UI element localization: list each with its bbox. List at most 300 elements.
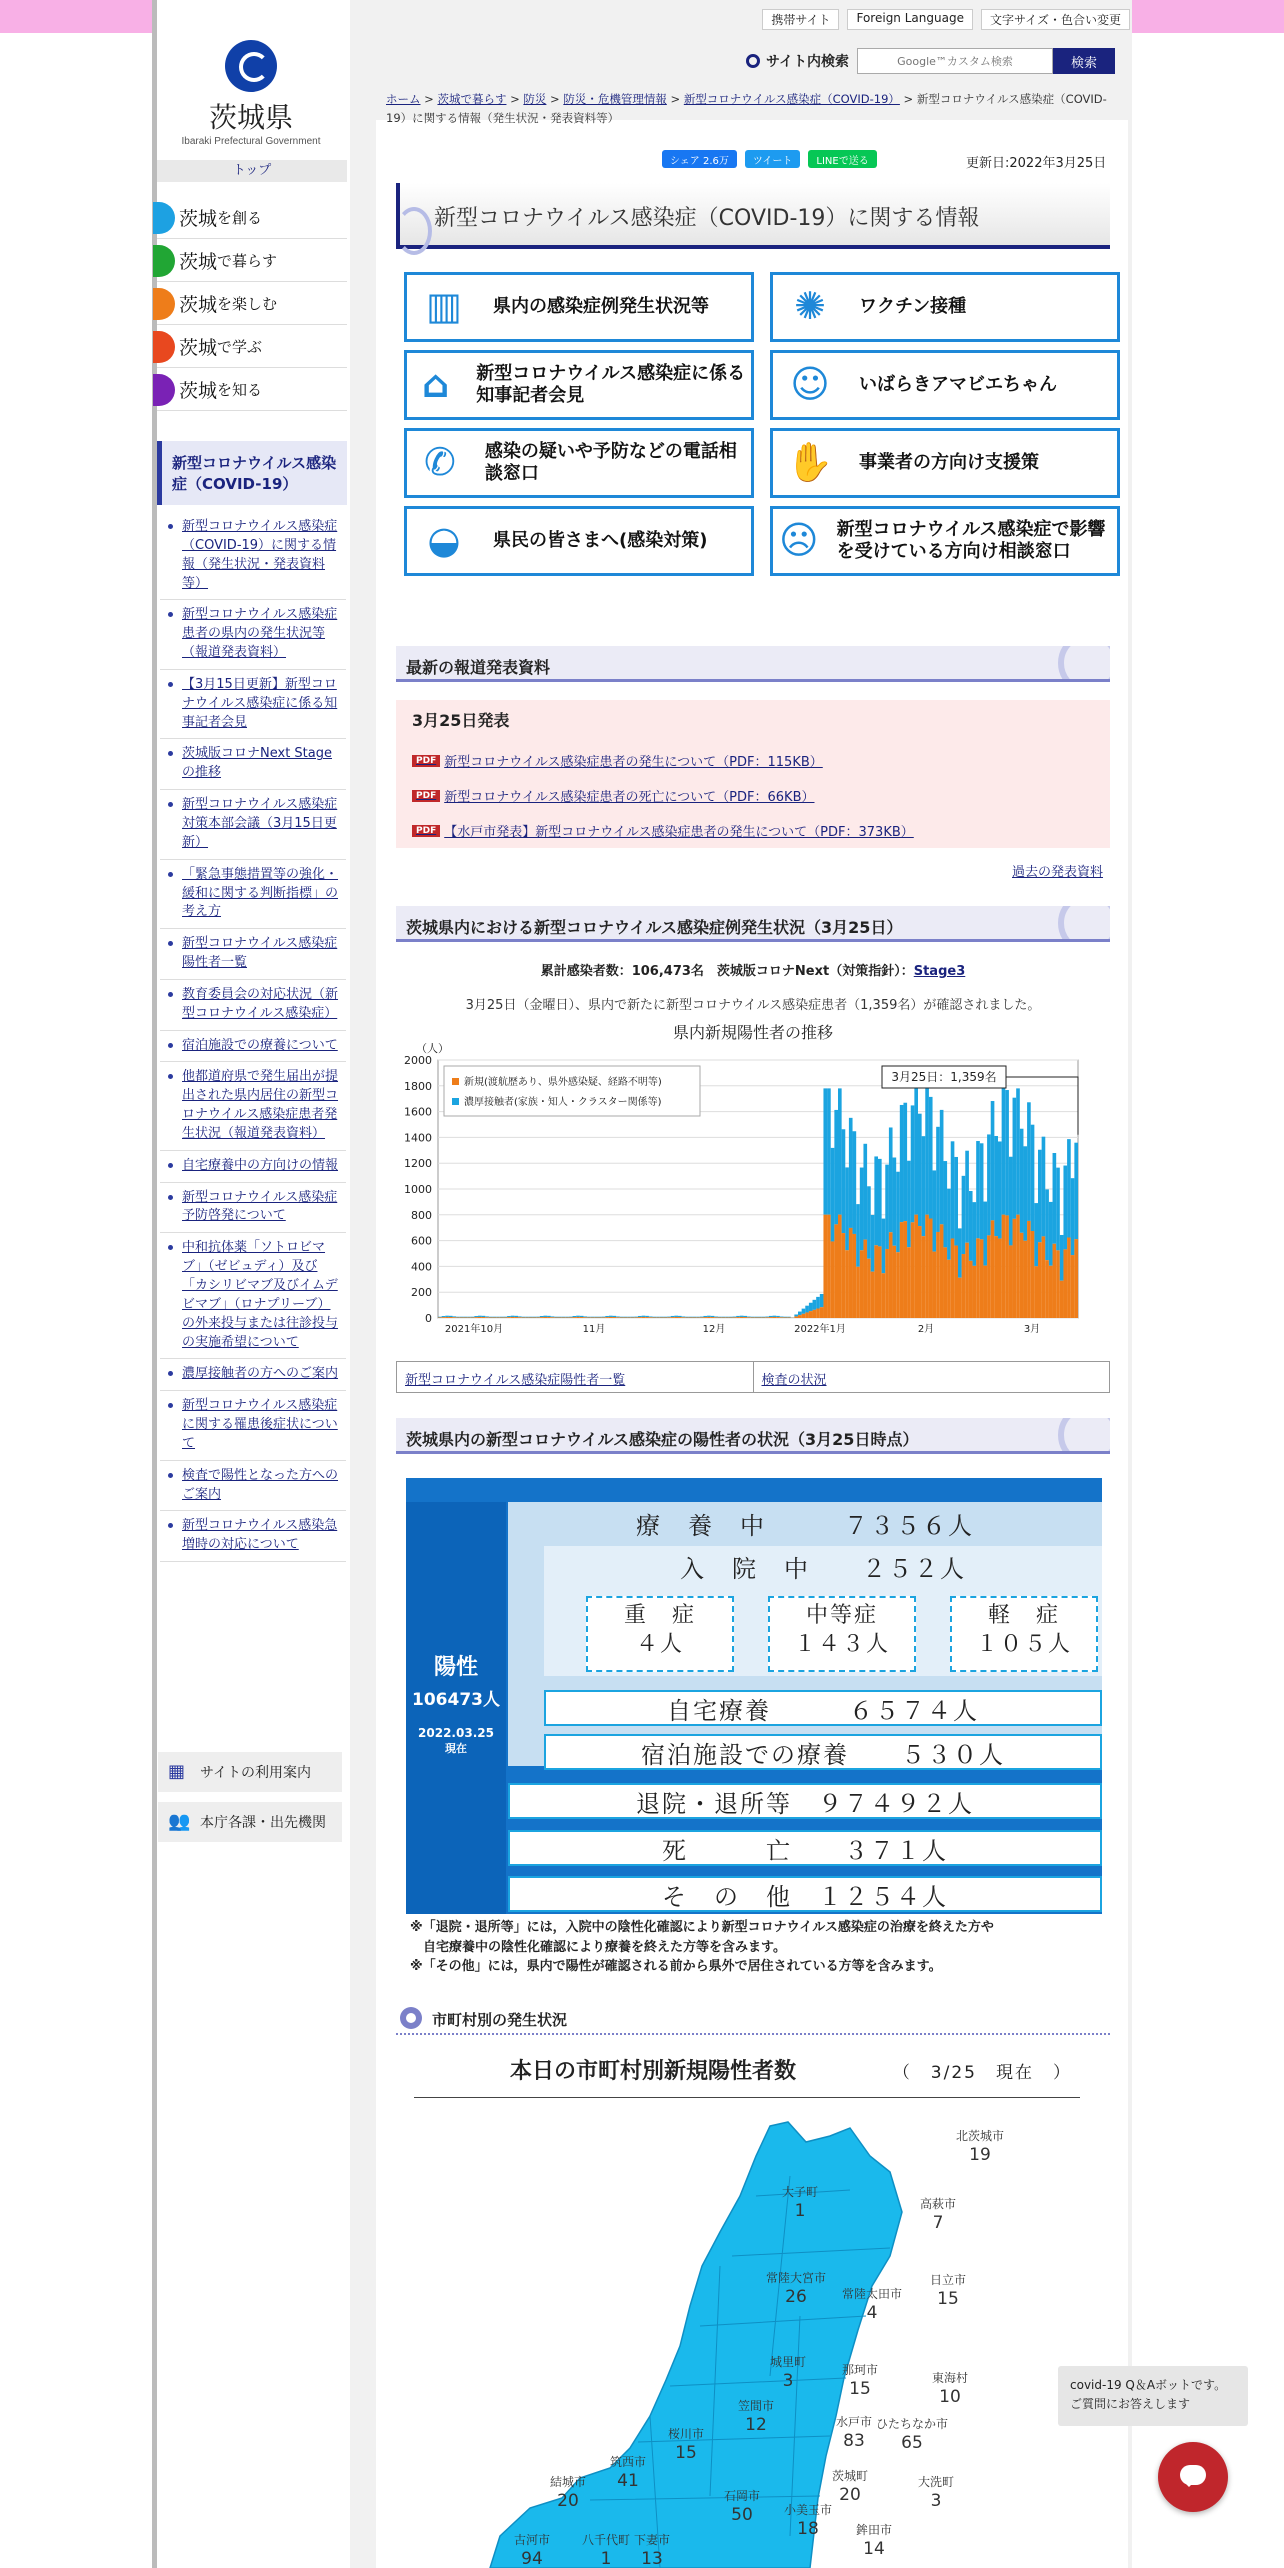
x-tick-label: 2022年1月 <box>794 1324 846 1335</box>
chatbot-message <box>1058 2366 1248 2426</box>
bar-new <box>522 1317 526 1318</box>
bar-close-contact <box>714 1316 718 1317</box>
city-name: 古河市 <box>513 2533 551 2547</box>
side-section-link[interactable]: 新型コロナウイルス感染症対策本部会議（3月15日更新） <box>160 790 346 860</box>
bar-new <box>693 1317 697 1318</box>
bar-new <box>616 1317 620 1318</box>
bar-close-contact <box>623 1317 627 1318</box>
bar-new <box>489 1317 493 1318</box>
bar-new <box>871 1272 875 1318</box>
breadcrumb-disaster[interactable]: 防災 <box>523 92 547 106</box>
bar-close-contact <box>969 1191 973 1261</box>
bar-close-contact <box>980 1143 984 1239</box>
side-section-link[interactable]: 新型コロナウイルス感染症（COVID-19）に関する情報（発生状況・発表資料等） <box>160 512 346 600</box>
side-section-link[interactable]: 茨城版コロナNext Stageの推移 <box>160 739 346 790</box>
severe-value: ４人 <box>635 1631 684 1657</box>
tile-button[interactable] <box>770 506 1120 576</box>
bar-new <box>1056 1250 1060 1318</box>
bar-close-contact <box>885 1165 889 1249</box>
city-count: 13 <box>641 2549 663 2568</box>
bar-new <box>471 1317 475 1318</box>
tile-label: 県民の皆さまへ(感染対策) <box>493 529 708 551</box>
side-section-link[interactable]: 検査で陽性となった方へのご案内 <box>160 1461 346 1512</box>
nav-item-suffix: を知る <box>217 380 263 399</box>
nav-top-link[interactable]: トップ <box>157 160 347 182</box>
tile-label: 感染の疑いや予防などの電話相談窓口 <box>484 440 737 484</box>
bar-new <box>845 1250 849 1318</box>
tile-button[interactable] <box>770 428 1120 498</box>
bar-new <box>478 1317 482 1318</box>
bar-new <box>874 1245 878 1318</box>
side-section-link[interactable]: 新型コロナウイルス感染症予防啓発について <box>160 1183 346 1234</box>
press-item[interactable] <box>412 786 1094 805</box>
bar-new <box>733 1317 737 1318</box>
bar-close-contact <box>929 1097 933 1219</box>
side-section-link[interactable]: 自宅療養中の方向けの情報 <box>160 1151 346 1183</box>
press-heading: 最新の報道発表資料 <box>396 646 1110 682</box>
city-name: 常陸大宮市 <box>765 2271 827 2285</box>
nav-marker <box>153 331 175 363</box>
bar-close-contact <box>587 1317 591 1318</box>
bar-close-contact <box>533 1317 537 1318</box>
bar-new <box>1042 1236 1046 1318</box>
map-title <box>414 2052 1080 2098</box>
city-name: 城里町 <box>769 2355 807 2369</box>
city-count: 14 <box>863 2539 885 2559</box>
bar-close-contact <box>907 1161 911 1247</box>
bar-new <box>485 1317 489 1318</box>
y-axis-label: （人） <box>416 1042 449 1055</box>
nav-marker <box>153 374 175 406</box>
bar-new <box>991 1220 995 1318</box>
bar-new <box>809 1311 813 1318</box>
testing-status-link[interactable]: 検査の状況 <box>753 1362 1110 1392</box>
worried-face-icon: ☹ <box>779 518 819 563</box>
side-section-link[interactable]: 他都道府県で発生届出が提出された県内居住の新型コロナウイルス感染症患者発生状況（報道発表資料） <box>160 1062 346 1150</box>
press-item[interactable] <box>412 821 1094 840</box>
bar-new <box>922 1236 926 1318</box>
bar-new <box>453 1317 457 1318</box>
tile-button[interactable] <box>770 272 1120 342</box>
bar-close-contact <box>1023 1146 1027 1240</box>
nav-item[interactable] <box>157 282 347 325</box>
bar-close-contact <box>496 1317 500 1318</box>
bar-new <box>740 1317 744 1318</box>
bar-close-contact <box>893 1158 897 1246</box>
bar-new <box>925 1215 929 1318</box>
amabie-icon: ☺ <box>790 362 830 407</box>
city-count: 19 <box>969 2145 991 2165</box>
y-tick-label: 2000 <box>404 1054 432 1067</box>
breadcrumb-living[interactable]: 茨城で暮らす <box>437 92 507 106</box>
side-section-link[interactable]: 【3月15日更新】新型コロナウイルス感染症に係る知事記者会見 <box>160 670 346 740</box>
bar-close-contact <box>1038 1150 1042 1243</box>
bar-close-contact <box>1034 1203 1038 1266</box>
y-tick-label: 1400 <box>404 1131 432 1145</box>
nav-item-suffix: を創る <box>217 208 263 227</box>
bar-new <box>583 1317 587 1318</box>
logo-en: Ibaraki Prefectural Government <box>181 136 321 147</box>
today-summary: 3月25日（金曜日）、県内で新たに新型コロナウイルス感染症患者（1,359名）が確認されました。 <box>465 998 1041 1013</box>
bar-close-contact <box>951 1141 955 1238</box>
tile-button[interactable] <box>770 350 1120 420</box>
bar-new <box>445 1317 449 1318</box>
bar-close-contact <box>456 1317 460 1318</box>
updated-date: 更新日:2022年3月25日 <box>966 156 1107 171</box>
bar-close-contact <box>903 1103 907 1221</box>
bar-close-contact <box>998 1141 1002 1238</box>
facebook-share-button[interactable]: シェア 2.6万 <box>662 150 737 168</box>
y-tick-label: 1800 <box>404 1079 432 1093</box>
bar-new <box>642 1317 646 1318</box>
bar-new <box>867 1259 871 1318</box>
bar-new <box>656 1317 660 1318</box>
bar-close-contact <box>445 1316 449 1317</box>
bar-new <box>896 1252 900 1318</box>
bar-new <box>602 1317 606 1318</box>
bar-new <box>831 1241 835 1318</box>
y-tick-label: 800 <box>411 1208 432 1222</box>
bar-new <box>1074 1239 1078 1318</box>
city-count: 3 <box>930 2491 942 2511</box>
bar-new <box>954 1246 958 1318</box>
positive-status-board <box>406 1478 1102 1914</box>
bar-new <box>849 1228 853 1318</box>
y-tick-label: 400 <box>411 1260 432 1274</box>
bar-new <box>998 1239 1002 1318</box>
y-tick-label: 1600 <box>404 1105 432 1119</box>
site-search <box>746 48 1115 74</box>
bar-close-contact <box>933 1170 937 1251</box>
press-item-link[interactable]: 【水戸市発表】新型コロナウイルス感染症患者の発生について（PDF：373KB） <box>444 825 914 840</box>
x-tick-label: 11月 <box>582 1324 606 1335</box>
nav-item[interactable] <box>157 368 347 411</box>
podium-icon: ⌂ <box>422 362 450 407</box>
bar-new <box>576 1317 580 1318</box>
bar-new <box>696 1317 700 1318</box>
search-input[interactable] <box>857 48 1053 74</box>
search-button[interactable]: 検索 <box>1053 48 1115 74</box>
bar-new <box>969 1261 973 1318</box>
tile-button[interactable] <box>404 272 754 342</box>
bar-close-contact <box>678 1316 682 1317</box>
city-count: 1 <box>794 2201 806 2221</box>
bar-close-contact <box>616 1316 620 1317</box>
y-tick-label: 0 <box>425 1312 432 1325</box>
bar-close-contact <box>718 1317 722 1318</box>
bar-new <box>533 1317 537 1318</box>
font-color-settings-link[interactable]: 文字サイズ・色合い変更 <box>981 9 1130 30</box>
prefecture-emblem-icon <box>225 40 277 92</box>
side-section-link[interactable]: 「緊急事態措置等の強化・緩和に関する判断指標」の考え方 <box>160 860 346 930</box>
bar-close-contact <box>973 1202 977 1266</box>
bar-close-contact <box>634 1317 638 1318</box>
foreign-language-link[interactable]: Foreign Language <box>847 9 972 30</box>
bar-close-contact <box>954 1157 958 1246</box>
bar-close-contact <box>758 1317 762 1318</box>
bar-new <box>613 1317 617 1318</box>
site-logo[interactable] <box>175 40 327 147</box>
nav-item-suffix: で暮らす <box>217 251 278 270</box>
bar-new <box>547 1317 551 1318</box>
bar-new <box>503 1317 507 1318</box>
bar-new <box>943 1247 947 1318</box>
bar-new <box>711 1317 715 1318</box>
bar-new <box>758 1317 762 1318</box>
bar-close-contact <box>943 1161 947 1247</box>
site-guide-label: サイトの利用案内 <box>200 1765 312 1781</box>
y-tick-label: 200 <box>411 1286 432 1300</box>
chatbot-button[interactable] <box>1158 2442 1228 2512</box>
bar-new <box>1031 1231 1035 1318</box>
bar-close-contact <box>1045 1189 1049 1260</box>
bar-close-contact <box>1020 1129 1024 1233</box>
side-section-link[interactable]: 新型コロナウイルス感染急増時の対応について <box>160 1511 346 1562</box>
map-title-text: 本日の市町村別新規陽性者数 <box>510 2059 797 2084</box>
bar-close-contact <box>918 1114 922 1226</box>
bar-close-contact <box>613 1316 617 1317</box>
side-section-link[interactable]: 新型コロナウイルス感染症陽性者一覧 <box>160 929 346 980</box>
bar-new <box>776 1317 780 1318</box>
moderate-value: １４３人 <box>793 1631 890 1657</box>
bar-close-contact <box>631 1317 635 1318</box>
bar-close-contact <box>882 1219 886 1274</box>
bar-new <box>802 1314 806 1318</box>
home-care-count: 自宅療養 ６５７４人 <box>544 1690 1102 1726</box>
note-line: ※「退院・退所等」には，入院中の陰性化確認により新型コロナウイルス感染症の治療を終えた方や <box>410 1920 994 1935</box>
nav-item[interactable] <box>157 239 347 282</box>
city-count: 3 <box>782 2371 794 2391</box>
bar-new <box>940 1224 944 1318</box>
bar-new <box>743 1317 747 1318</box>
y-tick-label: 1000 <box>404 1183 432 1196</box>
breadcrumb-crisis[interactable]: 防災・危機管理情報 <box>563 92 667 106</box>
bar-close-contact <box>827 1088 831 1214</box>
tweet-button[interactable]: ツイート <box>745 150 801 168</box>
press-item[interactable] <box>412 751 1094 770</box>
bar-close-contact <box>736 1316 740 1317</box>
side-section-title[interactable]: 新型コロナウイルス感染症（COVID-19） <box>157 441 347 505</box>
bar-new <box>893 1246 897 1318</box>
bar-new <box>707 1317 711 1318</box>
bar-new <box>907 1247 911 1318</box>
menu-tiles <box>404 272 1122 576</box>
bar-close-contact <box>580 1316 584 1317</box>
bar-new <box>794 1316 798 1318</box>
bar-new <box>936 1232 940 1318</box>
pdf-badge: PDF <box>412 825 440 837</box>
city-name: 茨城町 <box>831 2469 869 2483</box>
bar-new <box>645 1317 649 1318</box>
side-section-link[interactable]: 新型コロナウイルス感染症患者の県内の発生状況等（報道発表資料） <box>160 600 346 670</box>
nav-marker <box>153 245 175 277</box>
bar-new <box>543 1317 547 1318</box>
stage-link[interactable]: Stage3 <box>913 964 966 979</box>
bar-close-contact <box>656 1317 660 1318</box>
mild-count <box>950 1596 1098 1672</box>
bar-close-contact <box>983 1202 987 1266</box>
bar-close-contact <box>576 1316 580 1317</box>
bar-new <box>660 1317 664 1318</box>
nav-item-prefix: 茨城 <box>179 293 218 316</box>
tile-button[interactable] <box>404 428 754 498</box>
bar-close-contact <box>696 1317 700 1318</box>
side-section-link[interactable]: 中和抗体薬「ソトロビマブ」（ゼビュディ）及び「カシリビマブ及びイムデビマブ」（ロナプリーブ）の外来投与または往診投与の実施希望について <box>160 1233 346 1359</box>
nav-item[interactable] <box>157 196 347 239</box>
city-name: 大子町 <box>781 2185 819 2199</box>
bar-close-contact <box>900 1105 904 1222</box>
bar-close-contact <box>500 1317 504 1318</box>
nav-item-prefix: 茨城 <box>179 250 218 273</box>
city-count: 26 <box>785 2287 807 2307</box>
bar-new <box>529 1317 533 1318</box>
bar-close-contact <box>831 1148 835 1242</box>
past-releases-link[interactable]: 過去の発表資料 <box>1012 865 1104 880</box>
bar-close-contact <box>740 1316 744 1317</box>
bar-close-contact <box>602 1317 606 1318</box>
bar-new <box>1060 1281 1064 1318</box>
bar-close-contact <box>1016 1088 1020 1214</box>
phone-icon: ✆ <box>424 440 456 485</box>
bar-new <box>765 1317 769 1318</box>
bar-close-contact <box>565 1317 569 1318</box>
press-item-link[interactable]: 新型コロナウイルス感染症患者の死亡について（PDF：66KB） <box>444 790 815 805</box>
mobile-site-link[interactable]: 携帯サイト <box>762 9 839 30</box>
new-cases-chart <box>396 1016 1110 1341</box>
city-count: 7 <box>932 2213 944 2233</box>
bar-new <box>1016 1215 1020 1318</box>
tile-label: 新型コロナウイルス感染症に係る知事記者会見 <box>476 362 746 406</box>
departments-button[interactable] <box>158 1802 342 1842</box>
line-share-button[interactable]: LINEで送る <box>808 150 876 168</box>
bar-close-contact <box>1060 1235 1064 1281</box>
bar-close-contact <box>609 1316 613 1317</box>
positive-list-link[interactable]: 新型コロナウイルス感染症陽性者一覧 <box>405 1373 626 1388</box>
bar-new <box>463 1317 467 1318</box>
hotel-care-count: 宿泊施設での療養 ５３０人 <box>544 1734 1102 1770</box>
bar-close-contact <box>765 1317 769 1318</box>
search-label <box>746 51 849 71</box>
side-section-link[interactable]: 宿泊施設での療養について <box>160 1031 346 1063</box>
positive-date: 2022.03.25 <box>418 1726 494 1740</box>
bar-close-contact <box>878 1159 882 1247</box>
nav-item[interactable] <box>157 325 347 368</box>
city-name: 下妻市 <box>633 2533 671 2547</box>
bar-new <box>987 1235 991 1318</box>
bar-new <box>500 1317 504 1318</box>
bar-new <box>493 1317 497 1318</box>
side-section-link[interactable]: 濃厚接触者の方へのご案内 <box>160 1359 346 1391</box>
bar-close-contact <box>914 1088 918 1214</box>
city-name: 東海村 <box>931 2371 969 2385</box>
press-item-link[interactable]: 新型コロナウイルス感染症患者の発生について（PDF：115KB） <box>444 755 823 770</box>
bar-new <box>780 1317 784 1318</box>
bar-close-contact <box>867 1186 871 1258</box>
bar-close-contact <box>780 1317 784 1318</box>
bar-new <box>951 1238 955 1318</box>
tile-button[interactable] <box>404 506 754 576</box>
annotation-text: 3月25日：1,359名 <box>891 1070 997 1084</box>
bar-close-contact <box>947 1189 951 1260</box>
cumulative-summary <box>396 960 1110 979</box>
bar-new <box>569 1317 573 1318</box>
bar-close-contact <box>562 1317 566 1318</box>
bar-close-contact <box>649 1316 653 1317</box>
x-tick-label: 2月 <box>917 1324 935 1335</box>
bar-close-contact <box>725 1317 729 1318</box>
site-guide-button[interactable] <box>158 1752 342 1792</box>
grid-icon: ▦ <box>168 1761 186 1782</box>
bar-new <box>536 1317 540 1318</box>
bar-close-contact <box>1005 1090 1009 1215</box>
bar-close-contact <box>1056 1168 1060 1251</box>
bar-new <box>460 1317 464 1318</box>
bar-new <box>609 1317 613 1318</box>
bar-new <box>1071 1255 1075 1318</box>
municipal-heading: 市町村別の発生状況 <box>396 2001 1110 2035</box>
city-name: 石岡市 <box>723 2489 761 2503</box>
bar-close-contact <box>525 1317 529 1318</box>
bar-new <box>551 1317 555 1318</box>
tile-button[interactable] <box>404 350 754 420</box>
logo-jp: 茨城県 <box>208 101 293 134</box>
bar-close-contact <box>638 1316 642 1317</box>
bar-close-contact <box>511 1316 515 1317</box>
legend-swatch-close-contact <box>452 1098 459 1105</box>
bar-new <box>685 1317 689 1318</box>
severe-count <box>586 1596 734 1672</box>
discharged-count: 退院・退所等 ９７４９２人 <box>508 1783 1102 1819</box>
bar-close-contact <box>653 1317 657 1318</box>
positive-date-sub: 現在 <box>445 1742 467 1755</box>
bar-new <box>718 1317 722 1318</box>
bar-new <box>442 1317 446 1318</box>
bar-close-contact <box>962 1176 966 1254</box>
bar-close-contact <box>471 1317 475 1318</box>
other-count: そ の 他 １２５４人 <box>508 1876 1102 1912</box>
bar-new <box>747 1317 751 1318</box>
bar-new <box>467 1317 471 1318</box>
tile-label: 事業者の方向け支援策 <box>859 451 1039 473</box>
side-section-link[interactable]: 新型コロナウイルス感染症に関する罹患後症状について <box>160 1391 346 1461</box>
breadcrumb-home[interactable]: ホーム <box>386 92 421 106</box>
bar-new <box>729 1317 733 1318</box>
bar-close-contact <box>667 1317 671 1318</box>
bar-new <box>823 1215 827 1318</box>
bar-new <box>983 1266 987 1318</box>
city-name: 高萩市 <box>919 2197 957 2211</box>
city-count: 15 <box>675 2443 697 2463</box>
hospital-count: 入 院 中 ２５２人 <box>544 1546 1102 1586</box>
bar-new <box>449 1317 453 1318</box>
bar-new <box>762 1317 766 1318</box>
bar-close-contact <box>853 1131 857 1234</box>
vaccine-icon: ✺ <box>794 284 826 329</box>
bar-new <box>1063 1249 1067 1318</box>
summary-text: 累計感染者数：106,473名 茨城版コロナNext（対策指針）： <box>540 964 914 979</box>
bar-close-contact <box>478 1316 482 1317</box>
bar-new <box>1049 1266 1053 1318</box>
bar-close-contact <box>583 1316 587 1317</box>
city-name: 笠間市 <box>737 2399 775 2413</box>
bar-new <box>591 1317 595 1318</box>
bar-close-contact <box>1031 1125 1035 1231</box>
side-section-link[interactable]: 教育委員会の対応状況（新型コロナウイルス感染症） <box>160 980 346 1031</box>
breadcrumb-covid[interactable]: 新型コロナウイルス感染症（COVID-19） <box>683 92 900 106</box>
bar-new <box>994 1236 998 1318</box>
bar-new <box>914 1215 918 1318</box>
bar-new <box>911 1222 915 1318</box>
